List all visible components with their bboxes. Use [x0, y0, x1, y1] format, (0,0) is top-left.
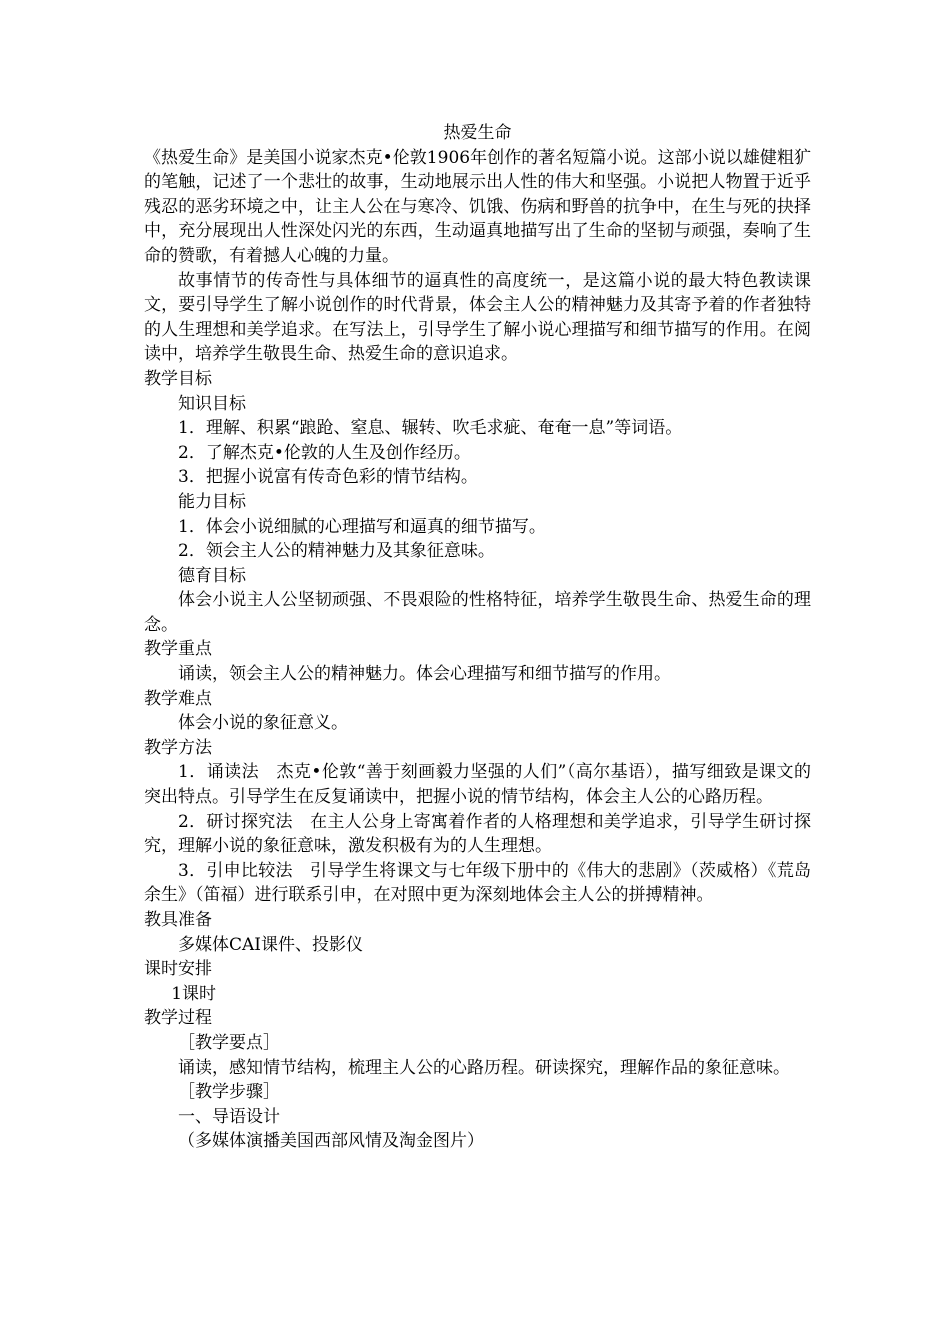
- process-point-label: ［教学要点］: [178, 1032, 280, 1053]
- knowledge-item-1: 1．理解、积累“踉跄、窒息、辗转、吹毛求疵、奄奄一息”等词语。: [178, 418, 683, 439]
- section-heading-key-points: 教学重点: [144, 639, 212, 660]
- section-heading-schedule: 课时安排: [144, 959, 212, 980]
- step-1-note: （多媒体演播美国西部风情及淘金图片）: [178, 1131, 484, 1152]
- intro-paragraph-2: 故事情节的传奇性与具体细节的逼真性的高度统一，是这篇小说的最大特色教读课文，要引导学生了解小说创作的时代背景，体会主人公的精神魅力及其寄予着的作者独特的人生理想和美学追求。在写法上，引导学生了解小说心理描写和细节描写的作用。在阅读中，培养学生敬畏生命、热爱生命的意识追求。: [144, 270, 811, 365]
- schedule-text: 1课时: [171, 983, 217, 1004]
- key-points-text: 诵读，领会主人公的精神魅力。体会心理描写和细节描写的作用。: [178, 664, 671, 685]
- ability-item-2: 2．领会主人公的精神魅力及其象征意味。: [178, 541, 495, 562]
- process-steps-label: ［教学步骤］: [178, 1082, 280, 1103]
- document-title: 热爱生命: [443, 123, 512, 143]
- section-heading-difficulty: 教学难点: [144, 688, 212, 709]
- process-point-text: 诵读，感知情节结构，梳理主人公的心路历程。研读探究，理解作品的象征意味。: [178, 1057, 790, 1078]
- method-item-1: 1．诵读法 杰克•伦敦“善于刻画毅力坚强的人们”（高尔基语），描写细致是课文的突出特点。引导学生在反复诵读中，把握小说的情节结构，体会主人公的心路历程。: [144, 762, 811, 808]
- method-item-2: 2．研讨探究法 在主人公身上寄寓着作者的人格理想和美学追求，引导学生研讨探究，理解小说的象征意味，激发积极有为的人生理想。: [144, 811, 811, 857]
- method-item-3: 3．引申比较法 引导学生将课文与七年级下册中的《伟大的悲剧》（茨威格）《荒岛余生》（笛福）进行联系引申，在对照中更为深刻地体会主人公的拼搏精神。: [144, 860, 811, 906]
- section-heading-methods: 教学方法: [144, 737, 212, 758]
- section-heading-goals: 教学目标: [144, 368, 212, 389]
- subheading-ability: 能力目标: [178, 491, 246, 512]
- section-heading-tools: 教具准备: [144, 910, 212, 930]
- difficulty-text: 体会小说的象征意义。: [178, 713, 348, 734]
- document-body: [144, 121, 811, 1154]
- subheading-moral: 德育目标: [178, 565, 246, 586]
- subheading-knowledge: 知识目标: [178, 393, 246, 414]
- knowledge-item-2: 2．了解杰克•伦敦的人生及创作经历。: [178, 442, 471, 463]
- knowledge-item-3: 3．把握小说富有传奇色彩的情节结构。: [178, 467, 478, 488]
- intro-paragraph-1: 《热爱生命》是美国小说家杰克•伦敦1906年创作的著名短篇小说。这部小说以雄健粗犷的笔触，记述了一个悲壮的故事，生动地展示出人性的伟大和坚强。小说把人物置于近乎残忍的恶劣环境之中，让主人公在与寒冷、饥饿、伤病和野兽的抗争中，在生与死的抉择中，充分展现出人性深处闪光的东西，生动逼真地描写出了生命的坚韧与顽强，奏响了生命的赞歌，有着撼人心魄的力量。: [144, 147, 811, 266]
- section-heading-process: 教学过程: [144, 1008, 212, 1029]
- tools-text: 多媒体CAI课件、投影仪: [178, 934, 363, 955]
- ability-item-1: 1．体会小说细腻的心理描写和逼真的细节描写。: [178, 516, 546, 537]
- step-1-heading: 一、导语设计: [178, 1106, 280, 1127]
- moral-paragraph: 体会小说主人公坚韧顽强、不畏艰险的性格特征，培养学生敬畏生命、热爱生命的理念。: [144, 590, 811, 635]
